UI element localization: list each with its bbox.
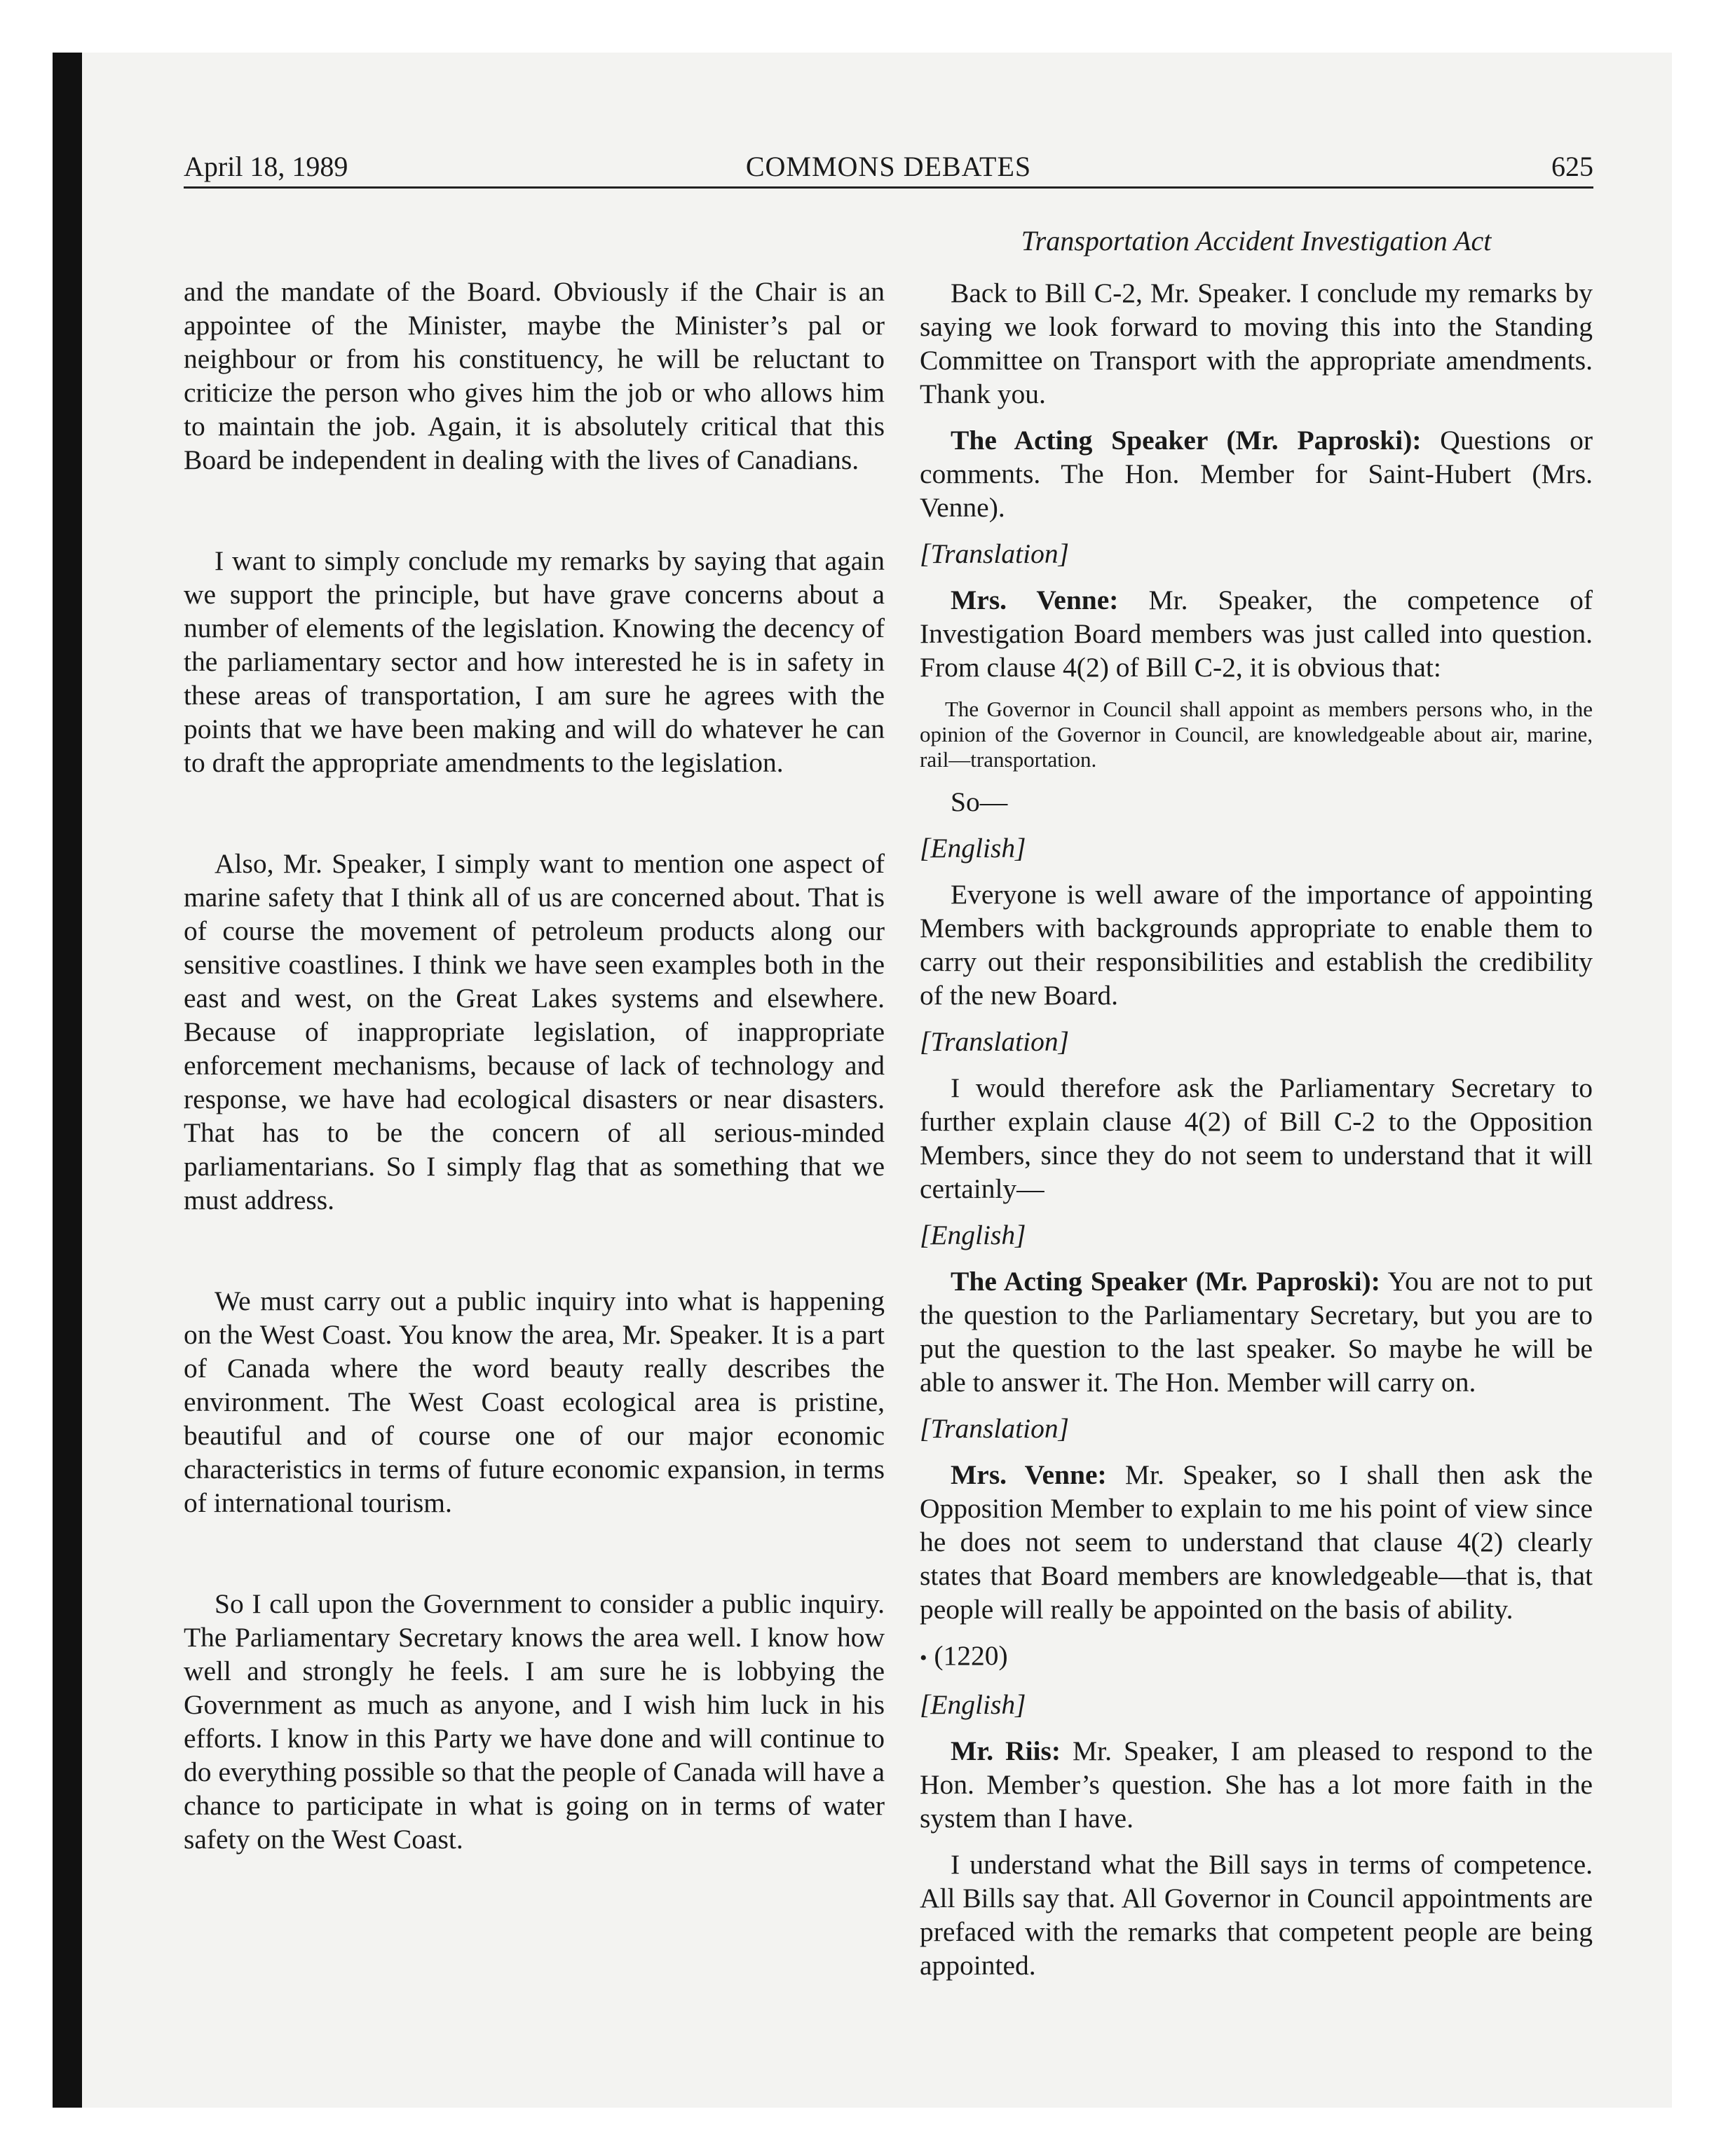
header-page-number: 625 bbox=[1551, 151, 1593, 182]
paragraph: I want to simply conclude my remarks by saying that again we support the principle, but have grave concerns about a number of elements of the legislation. Knowing the decency of the parliamentary sector and how interested he is in safety in these areas of transportation, I am sure he agrees with the points that we have been making and will do whatever he can to draft the appropriate amendments to the legislation. bbox=[184, 545, 885, 778]
timestamp bbox=[920, 1639, 1593, 1675]
speaker-name: The Acting Speaker (Mr. Paproski): bbox=[951, 1266, 1380, 1297]
speech-text: Questions or comments. The Hon. Member for Saint-Hubert (Mrs. Venne). bbox=[920, 425, 1593, 523]
speaker-name: The Acting Speaker (Mr. Paproski): bbox=[951, 425, 1422, 456]
speaker-name: Mrs. Venne: bbox=[951, 585, 1119, 615]
speech-text: Mr. Speaker, the competence of Investigation Board members was just called into question. From clause 4(2) of Bill C-2, it is obvious that: bbox=[920, 585, 1593, 683]
right-column bbox=[920, 223, 1593, 1995]
header-publication: COMMONS DEBATES bbox=[745, 151, 1032, 182]
paragraph: We must carry out a public inquiry into what is happening on the West Coast. You know the area, Mr. Speaker. It is a part of Canada where the word beauty really describes the environment. The West Coast ecological area is pristine, beautiful and of course one of our major economic characteristics in terms of future economic expansion, in terms of international tourism. bbox=[184, 1285, 885, 1518]
language-marker: [English] bbox=[920, 1220, 1026, 1250]
language-marker: [English] bbox=[920, 833, 1026, 864]
speech-text: You are not to put the question to the Parliamentary Secretary, but you are to put the question to the last speaker. So maybe he will be able to answer it. The Hon. Member will carry on. bbox=[920, 1266, 1593, 1398]
paragraph: I would therefore ask the Parliamentary Secretary to further explain clause 4(2) of Bill C-2 to the Opposition Members, since they do not seem to understand that it will certainly— bbox=[920, 1072, 1593, 1204]
paragraph: and the mandate of the Board. Obviously if the Chair is an appointee of the Minister, maybe the Minister’s pal or neighbour or from his constituency, he will be reluctant to criticize the person who gives him the job or who allows him to maintain the job. Again, it is absolutely critical that this Board be independent in dealing with the lives of Canadians. bbox=[184, 276, 885, 475]
bullet-icon: • bbox=[920, 1646, 927, 1670]
running-head: Transportation Accident Investigation Act bbox=[1021, 225, 1492, 257]
timestamp-text: (1220) bbox=[934, 1640, 1008, 1671]
speech bbox=[920, 423, 1593, 524]
speech bbox=[920, 1264, 1593, 1399]
speech bbox=[920, 1458, 1593, 1626]
language-marker: [English] bbox=[920, 1689, 1026, 1720]
paragraph: Back to Bill C-2, Mr. Speaker. I conclude my remarks by saying we look forward to moving this into the Standing Committee on Transport with the appropriate amendments. Thank you. bbox=[920, 278, 1593, 409]
speaker-name: Mrs. Venne: bbox=[951, 1459, 1107, 1490]
paragraph: So— bbox=[951, 786, 1008, 817]
binding-edge bbox=[53, 53, 82, 2108]
page-header bbox=[184, 147, 1593, 189]
paragraph: So I call upon the Government to consider a public inquiry. The Parliamentary Secretary knows the area well. I know how well and strongly he feels. I am sure he is lobbying the Government as much as anyone, and I wish him luck in his efforts. I know in this Party we have done and will continue to do everything possible so that the people of Canada will have a chance to participate in what is going on in terms of water safety on the West Coast. bbox=[184, 1588, 885, 1855]
language-marker: [Translation] bbox=[920, 1026, 1069, 1057]
paragraph: Also, Mr. Speaker, I simply want to mention one aspect of marine safety that I think all of us are concerned about. That is of course the movement of petroleum products along our sensitive coastlines. I think we have seen examples both in the east and west, on the Great Lakes systems and elsewhere. Because of inappropriate legislation, of inappropriate enforcement mechanisms, because of lack of technology and response, we have had ecological disasters or near disasters. That has to be the concern of all serious-minded parliamentarians. So I simply flag that as something that we must address. bbox=[184, 848, 885, 1215]
left-column bbox=[184, 275, 885, 1923]
speech-text: Mr. Speaker, I am pleased to respond to the Hon. Member’s question. She has a lot more faith in the system than I have. bbox=[920, 1735, 1593, 1834]
language-marker: [Translation] bbox=[920, 1413, 1069, 1444]
paragraph: Everyone is well aware of the importance of appointing Members with backgrounds appropriate to enable them to carry out their responsibilities and establish the credibility of the new Board. bbox=[920, 879, 1593, 1011]
block-quote: The Governor in Council shall appoint as members persons who, in the opinion of the Governor in Council, are knowledgeable about air, marine, rail—transportation. bbox=[920, 697, 1593, 772]
speech bbox=[920, 583, 1593, 684]
speaker-name: Mr. Riis: bbox=[951, 1735, 1061, 1766]
header-date: April 18, 1989 bbox=[184, 151, 348, 182]
speech-text: Mr. Speaker, so I shall then ask the Opposition Member to explain to me his point of view since he does not seem to understand that clause 4(2) clearly states that Board members are knowledgeable—that is, that people will really be appointed on the basis of ability. bbox=[920, 1459, 1593, 1625]
paragraph: I understand what the Bill says in terms of competence. All Bills say that. All Governor in Council appointments are prefaced with the remarks that competent people are being appointed. bbox=[920, 1849, 1593, 1981]
language-marker: [Translation] bbox=[920, 538, 1069, 569]
speech bbox=[920, 1734, 1593, 1835]
